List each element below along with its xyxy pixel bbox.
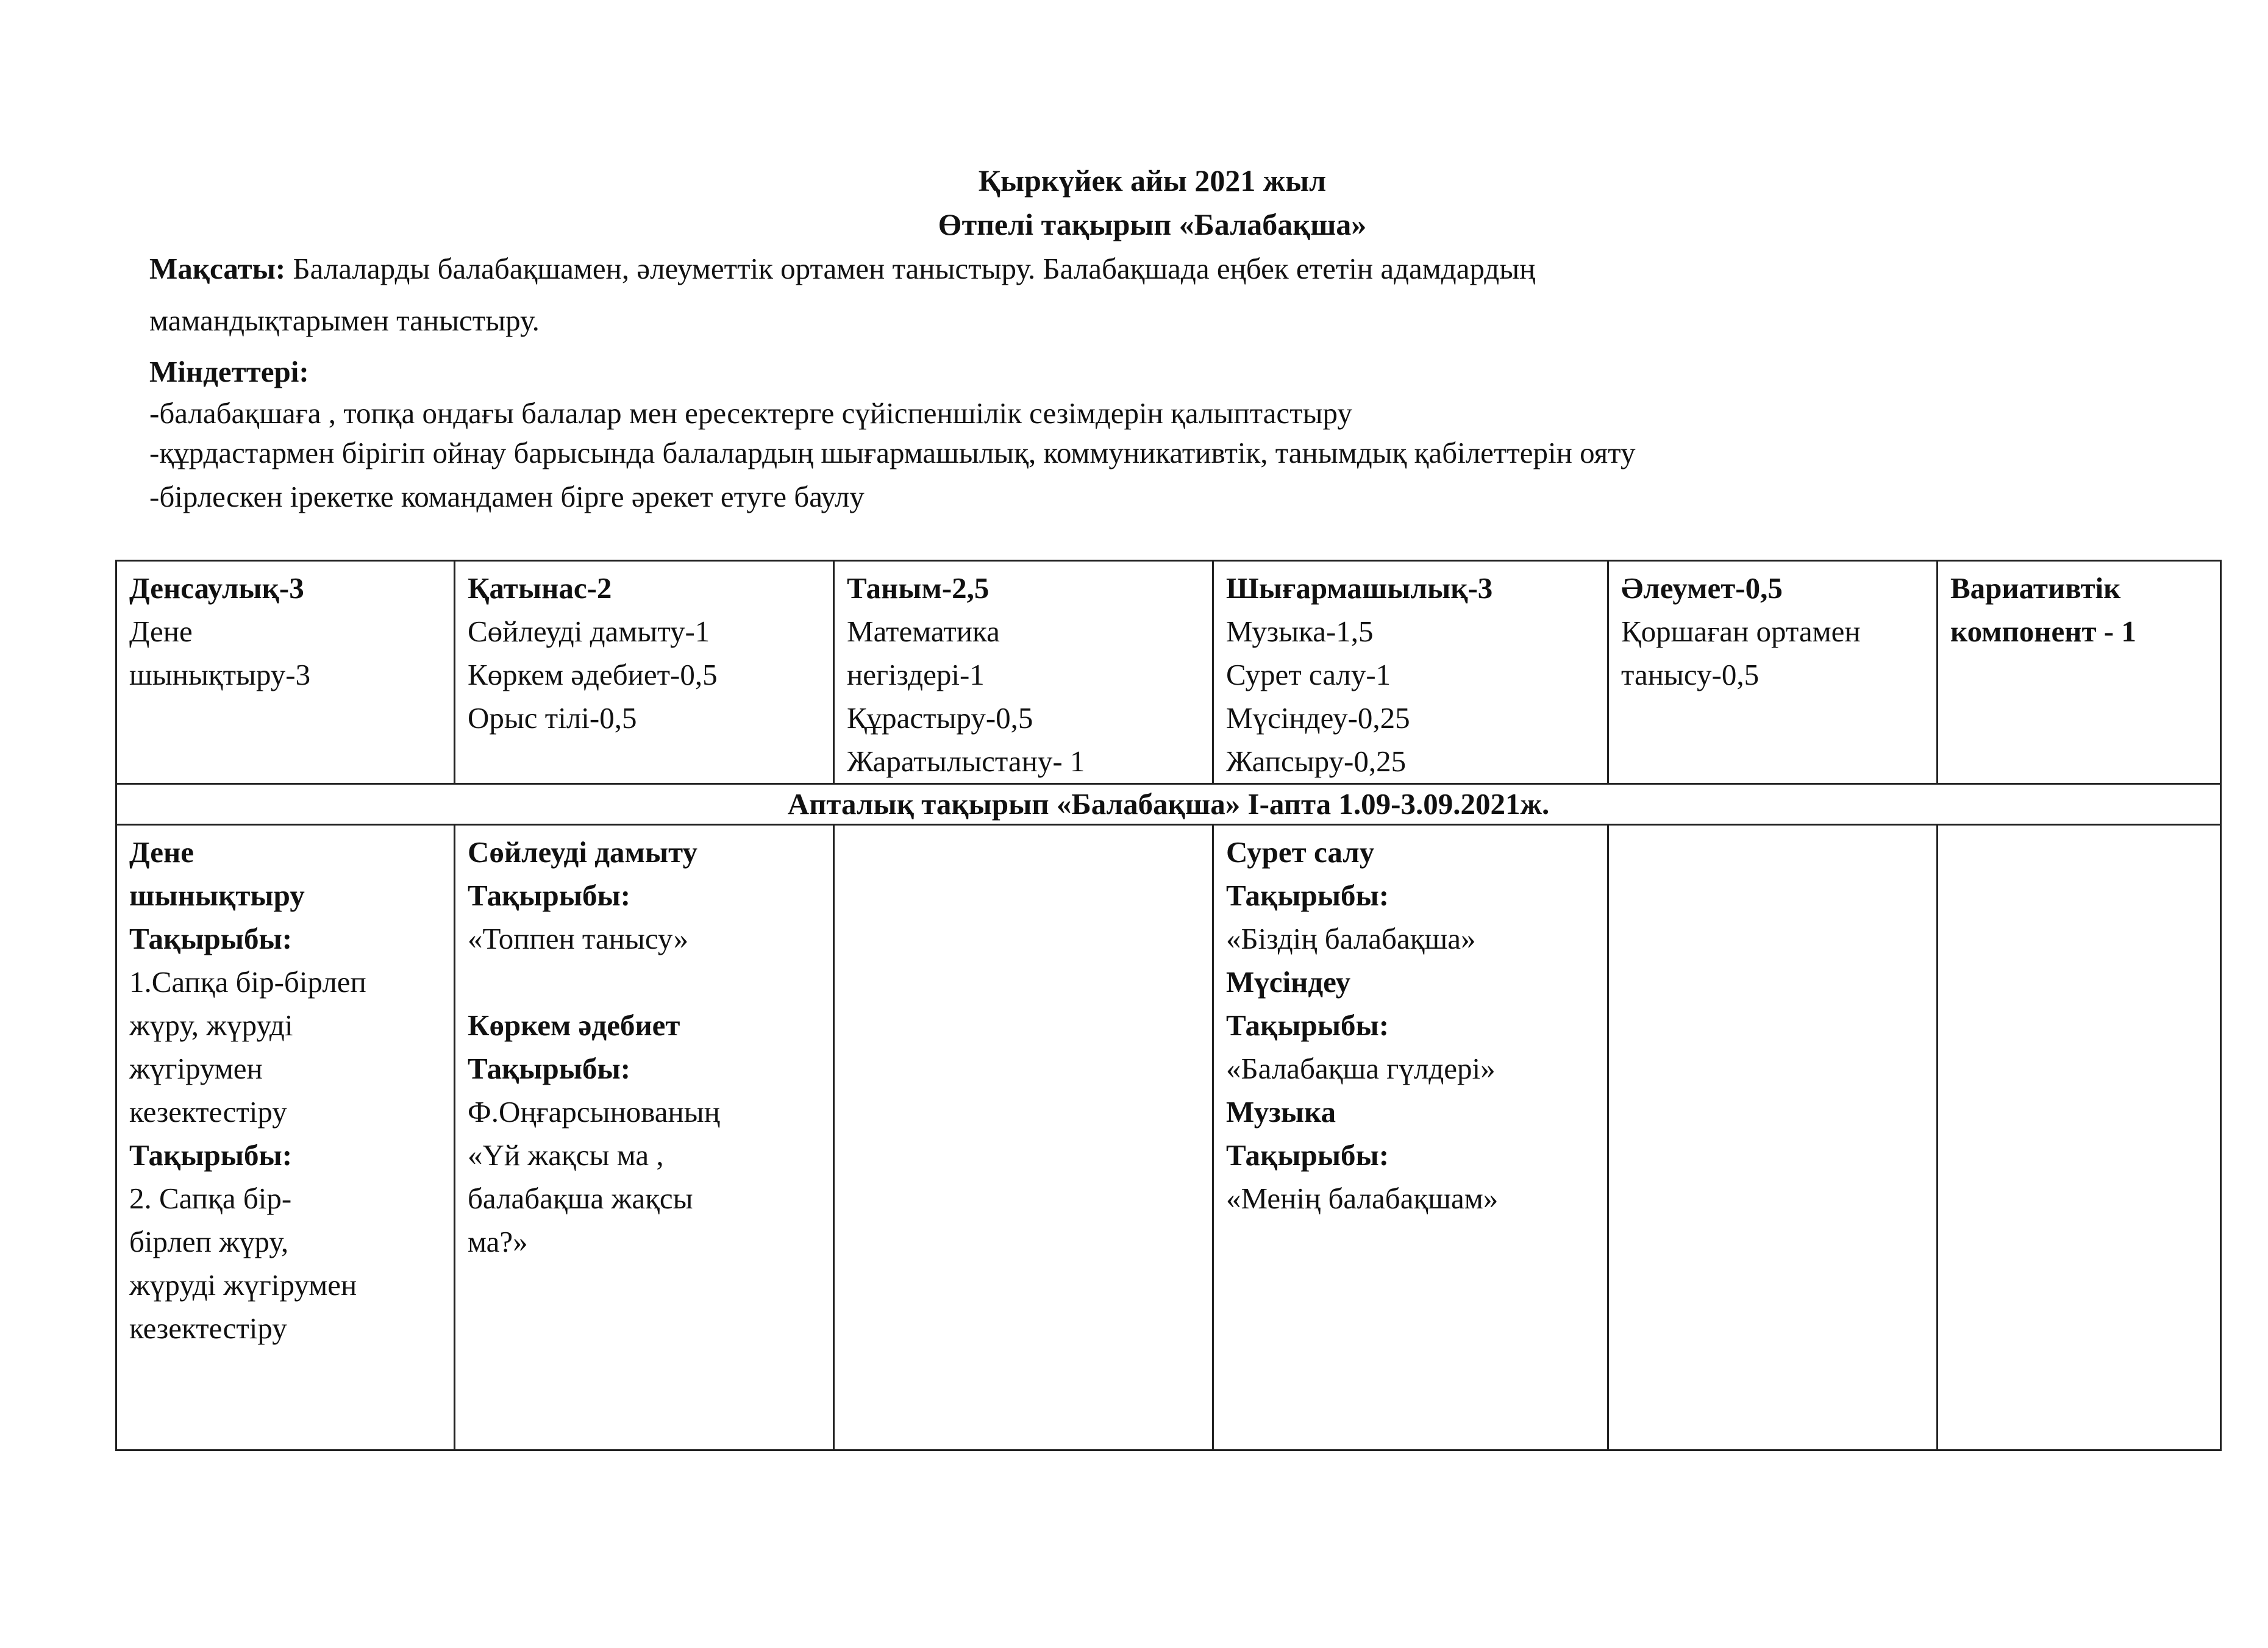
area-item: Сурет салу-1	[1226, 658, 1391, 691]
activity-cell-cognition	[834, 825, 1213, 1450]
topic-text: «Балабақша гүлдері»	[1226, 1052, 1496, 1085]
area-item: негіздері-1	[847, 658, 985, 691]
area-item: Қоршаған ортамен	[1621, 615, 1861, 648]
week-row	[116, 784, 2221, 825]
area-item: Құрастыру-0,5	[847, 701, 1033, 735]
curriculum-table	[115, 560, 2222, 1451]
area-item: Музыка-1,5	[1226, 615, 1374, 648]
document-title: Қыркүйек айы 2021 жыл	[978, 163, 1327, 198]
area-title: Вариативтік	[1950, 571, 2121, 605]
activity-cell-creativity	[1213, 825, 1608, 1450]
topic-label: Тақырыбы:	[1226, 1138, 1389, 1172]
area-item: Сөйлеуді дамыту-1	[468, 615, 710, 648]
area-cell-creativity	[1213, 561, 1608, 784]
task-item: -балабақшаға , топқа ондағы балалар мен ересектерге сүйіспеншілік сезімдерін қалыптастыру	[149, 396, 1352, 430]
subject-title: шынықтыру	[129, 879, 305, 912]
tasks-label: Міндеттері:	[149, 355, 309, 388]
area-title: Таным-2,5	[847, 571, 990, 605]
area-cell-social	[1608, 561, 1938, 784]
area-item: Математика	[847, 615, 1000, 648]
subject-title: Сөйлеуді дамыту	[468, 835, 698, 869]
area-item: танысу-0,5	[1621, 658, 1760, 691]
subject-title: Музыка	[1226, 1095, 1336, 1129]
activity-cell-variative	[1938, 825, 2221, 1450]
task-item: -құрдастармен бірігіп ойнау барысында балалардың шығармашылық, коммуникативтік, танымдық қабілеттерін ояту	[149, 436, 1636, 469]
area-item: Орыс тілі-0,5	[468, 701, 637, 735]
goal-label: Мақсаты:	[149, 252, 286, 285]
subject-title: Сурет салу	[1226, 835, 1375, 869]
topic-label: Тақырыбы:	[468, 879, 631, 912]
area-title: Денсаулық-3	[129, 571, 304, 605]
topic-text: «Біздің балабақша»	[1226, 922, 1476, 955]
area-cell-health	[116, 561, 455, 784]
area-item: Жапсыру-0,25	[1226, 744, 1407, 778]
topic-text: «Үй жақсы ма ,	[468, 1138, 664, 1172]
task-item: -бірлескен ірекетке командамен бірге әрекет етуге баулу	[149, 480, 865, 513]
area-title: компонент - 1	[1950, 615, 2136, 648]
subject-title: Дене	[129, 835, 194, 869]
activity-cell-communication	[455, 825, 834, 1450]
topic-text: 1.Сапқа бір-бірлеп	[129, 965, 366, 999]
area-item: шынықтыру-3	[129, 658, 311, 691]
activities-row	[116, 825, 2221, 1450]
topic-text: бірлеп жүру,	[129, 1225, 289, 1258]
topic-label: Тақырыбы:	[1226, 1008, 1389, 1042]
topic-text: кезектестіру	[129, 1311, 287, 1345]
topic-text: жүгірумен	[129, 1052, 263, 1085]
area-item: Мүсіндеу-0,25	[1226, 701, 1410, 735]
activity-cell-health	[116, 825, 455, 1450]
area-cell-communication	[455, 561, 834, 784]
spacer	[468, 960, 821, 1004]
topic-text: 2. Сапқа бір-	[129, 1182, 292, 1215]
areas-row	[116, 561, 2221, 784]
activity-cell-social	[1608, 825, 1938, 1450]
area-item: Жаратылыстану- 1	[847, 744, 1085, 778]
topic-text: ма?»	[468, 1225, 528, 1258]
area-cell-cognition	[834, 561, 1213, 784]
area-item: Көркем әдебиет-0,5	[468, 658, 718, 691]
area-title: Әлеумет-0,5	[1621, 571, 1783, 605]
subject-title: Мүсіндеу	[1226, 965, 1351, 999]
topic-label: Тақырыбы:	[1226, 879, 1389, 912]
topic-text: балабақша жақсы	[468, 1182, 693, 1215]
topic-label: Тақырыбы:	[129, 922, 293, 955]
area-cell-variative	[1938, 561, 2221, 784]
topic-text: жүруді жүгірумен	[129, 1268, 357, 1302]
week-theme: Апталық тақырып «Балабақша» I-апта 1.09-3.09.2021ж.	[116, 784, 2221, 825]
subject-title: Көркем әдебиет	[468, 1008, 680, 1042]
goal-text: Балаларды балабақшамен, әлеуметтік ортамен таныстыру. Балабақшада еңбек ететін адамдардың	[285, 252, 1536, 285]
topic-text: «Менің балабақшам»	[1226, 1182, 1499, 1215]
theme-title: Өтпелі тақырып «Балабақша»	[938, 207, 1367, 241]
area-title: Қатынас-2	[468, 571, 612, 605]
topic-text: кезектестіру	[129, 1095, 287, 1129]
area-item: Дене	[129, 615, 193, 648]
topic-label: Тақырыбы:	[129, 1138, 293, 1172]
goal-line	[149, 251, 1535, 287]
area-title: Шығармашылық-3	[1226, 571, 1493, 605]
topic-text: Ф.Оңғарсынованың	[468, 1095, 720, 1129]
goal-text-continued: мамандықтарымен таныстыру.	[149, 304, 540, 337]
topic-label: Тақырыбы:	[468, 1052, 631, 1085]
topic-text: «Топпен танысу»	[468, 922, 689, 955]
topic-text: жүру, жүруді	[129, 1008, 293, 1042]
